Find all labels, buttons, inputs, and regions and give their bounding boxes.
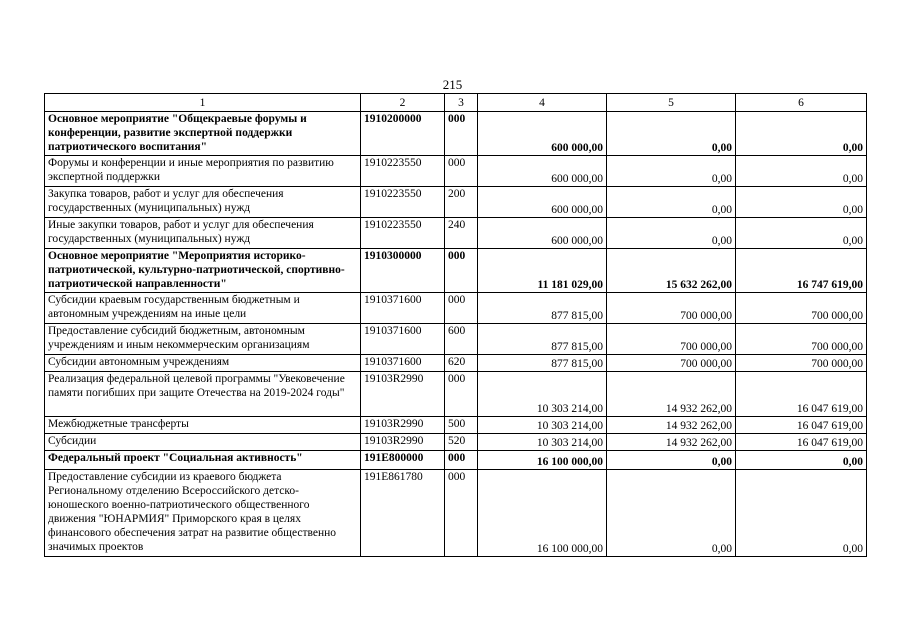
row-code: 1910371600 [361,293,445,324]
row-expense-type: 200 [445,187,478,218]
row-expense-type: 500 [445,417,478,434]
row-amount-year-3: 0,00 [736,112,867,156]
row-expense-type: 520 [445,434,478,451]
row-expense-type: 000 [445,112,478,156]
column-header-6: 6 [736,94,867,112]
row-amount-year-2: 0,00 [607,218,736,249]
row-name: Федеральный проект "Социальная активность" [45,451,361,470]
row-expense-type: 000 [445,470,478,557]
page-number: 215 [442,77,463,92]
row-amount-year-2: 0,00 [607,156,736,187]
column-header-3: 3 [445,94,478,112]
row-code: 1910300000 [361,249,445,293]
row-code: 1910371600 [361,355,445,372]
table-row [45,355,867,372]
row-amount-year-3: 0,00 [736,451,867,470]
row-amount-year-3: 0,00 [736,470,867,557]
table-row [45,417,867,434]
row-amount-year-2: 700 000,00 [607,324,736,355]
row-amount-year-2: 14 932 262,00 [607,434,736,451]
table-row [45,187,867,218]
row-code: 191E861780 [361,470,445,557]
row-code: 1910223550 [361,156,445,187]
row-code: 19103R2990 [361,372,445,417]
row-amount-year-1: 877 815,00 [478,355,607,372]
row-amount-year-3: 16 047 619,00 [736,372,867,417]
row-amount-year-2: 14 932 262,00 [607,417,736,434]
table-row [45,156,867,187]
table-row [45,324,867,355]
row-amount-year-2: 0,00 [607,451,736,470]
row-amount-year-2: 700 000,00 [607,293,736,324]
row-expense-type: 240 [445,218,478,249]
table-row [45,434,867,451]
row-amount-year-3: 16 047 619,00 [736,434,867,451]
row-amount-year-1: 877 815,00 [478,293,607,324]
row-name: Закупка товаров, работ и услуг для обеспечения государственных (муниципальных) нужд [45,187,361,218]
row-amount-year-1: 16 100 000,00 [478,470,607,557]
row-amount-year-1: 11 181 029,00 [478,249,607,293]
row-amount-year-1: 10 303 214,00 [478,417,607,434]
row-code: 19103R2990 [361,417,445,434]
row-name: Иные закупки товаров, работ и услуг для обеспечения государственных (муниципальных) нужд [45,218,361,249]
row-amount-year-1: 600 000,00 [478,156,607,187]
row-amount-year-3: 0,00 [736,156,867,187]
budget-table [44,93,867,557]
row-amount-year-2: 14 932 262,00 [607,372,736,417]
row-name: Форумы и конференции и иные мероприятия по развитию экспертной поддержки [45,156,361,187]
row-name: Межбюджетные трансферты [45,417,361,434]
row-expense-type: 000 [445,293,478,324]
table-row [45,372,867,417]
row-amount-year-1: 877 815,00 [478,324,607,355]
column-header-4: 4 [478,94,607,112]
row-expense-type: 000 [445,451,478,470]
row-code: 1910223550 [361,218,445,249]
row-amount-year-1: 16 100 000,00 [478,451,607,470]
table-row [45,112,867,156]
row-code: 1910223550 [361,187,445,218]
row-expense-type: 000 [445,156,478,187]
row-amount-year-1: 10 303 214,00 [478,434,607,451]
row-name: Реализация федеральной целевой программы "Увековечение памяти погибших при защите Отечества на 2019-2024 годы" [45,372,361,417]
row-code: 19103R2990 [361,434,445,451]
row-expense-type: 620 [445,355,478,372]
row-amount-year-1: 600 000,00 [478,187,607,218]
row-name: Субсидии автономным учреждениям [45,355,361,372]
row-expense-type: 000 [445,249,478,293]
row-amount-year-1: 600 000,00 [478,112,607,156]
row-code: 1910371600 [361,324,445,355]
row-amount-year-3: 700 000,00 [736,324,867,355]
column-header-5: 5 [607,94,736,112]
row-amount-year-2: 0,00 [607,470,736,557]
row-name: Основное мероприятие "Мероприятия историко-патриотической, культурно-патриотической, спортивно-патриотической направленности" [45,249,361,293]
row-name: Предоставление субсидий бюджетным, автономным учреждениям и иным некоммерческим организациям [45,324,361,355]
row-amount-year-3: 0,00 [736,187,867,218]
row-amount-year-2: 15 632 262,00 [607,249,736,293]
row-amount-year-2: 700 000,00 [607,355,736,372]
row-amount-year-3: 16 747 619,00 [736,249,867,293]
row-code: 191E800000 [361,451,445,470]
column-header-1: 1 [45,94,361,112]
row-amount-year-1: 10 303 214,00 [478,372,607,417]
row-expense-type: 000 [445,372,478,417]
row-code: 1910200000 [361,112,445,156]
column-header-2: 2 [361,94,445,112]
row-amount-year-3: 700 000,00 [736,293,867,324]
row-expense-type: 600 [445,324,478,355]
table-row [45,470,867,557]
header-row [45,94,867,112]
row-name: Основное мероприятие "Общекраевые форумы и конференции, развитие экспертной поддержки патриотического воспитания" [45,112,361,156]
table-row [45,249,867,293]
row-name: Предоставление субсидии из краевого бюджета Региональному отделению Всероссийского детско-юношеского военно-патриотического общественного движения "ЮНАРМИЯ" Приморского края в целях финансового обеспечения затрат на развитие общественно значимых проектов [45,470,361,557]
table-row [45,218,867,249]
row-amount-year-3: 0,00 [736,218,867,249]
row-amount-year-1: 600 000,00 [478,218,607,249]
row-amount-year-2: 0,00 [607,187,736,218]
row-name: Субсидии [45,434,361,451]
row-name: Субсидии краевым государственным бюджетным и автономным учреждениям на иные цели [45,293,361,324]
table-row [45,451,867,470]
row-amount-year-2: 0,00 [607,112,736,156]
row-amount-year-3: 700 000,00 [736,355,867,372]
row-amount-year-3: 16 047 619,00 [736,417,867,434]
table-row [45,293,867,324]
